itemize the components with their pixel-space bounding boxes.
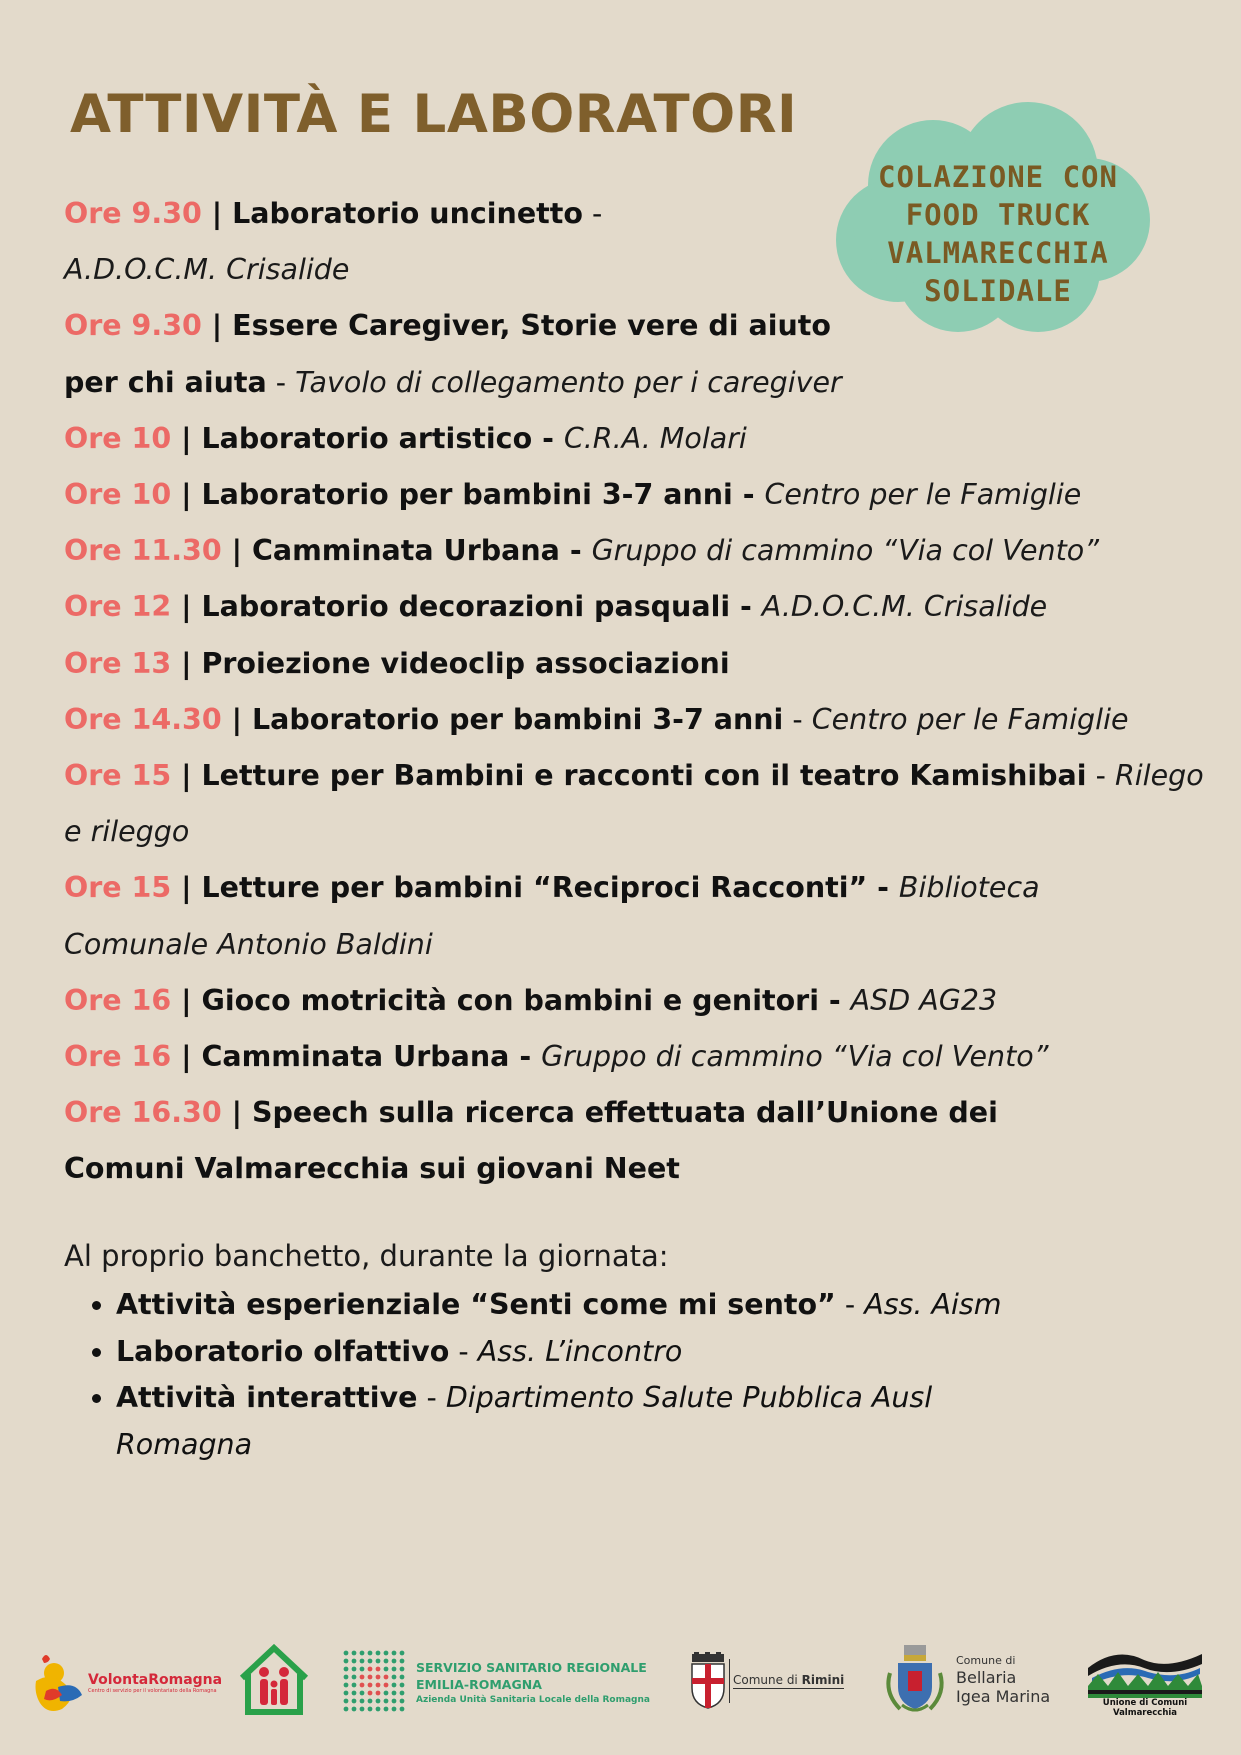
unione-line2: Valmarecchia [1112, 1708, 1178, 1718]
entry-time: Ore 15 [64, 871, 172, 905]
entry-time: Ore 9.30 [64, 309, 202, 343]
ssr-line2: EMILIA-ROMAGNA [416, 1677, 542, 1692]
bellaria-line3: Igea Marina [956, 1687, 1051, 1706]
logo-comune-rimini [690, 1650, 850, 1712]
stall-item [116, 1282, 1076, 1329]
logo-comune-bellaria [880, 1642, 1060, 1718]
valmarecchia-landscape-icon [1088, 1646, 1202, 1698]
entry-title: | Laboratorio per bambini 3-7 anni [221, 702, 784, 736]
schedule-entry [64, 636, 1214, 692]
entry-organizer: A.D.O.C.M. Crisalide [64, 253, 350, 287]
entry-separator: - [583, 197, 603, 230]
entry-separator: - [1086, 759, 1115, 793]
logo-ssr-emilia-romagna [342, 1648, 662, 1718]
stall-organizer: Ass. Aism [864, 1288, 1002, 1321]
entry-separator: - [266, 365, 296, 399]
rimini-prefix: Comune di [733, 1673, 802, 1687]
stalls-list [64, 1282, 1076, 1468]
page-title: ATTIVITÀ E LABORATORI [70, 84, 798, 145]
ssr-dots-icon [342, 1649, 410, 1717]
stall-separator: - [417, 1381, 446, 1414]
schedule-entry [64, 692, 1214, 748]
entry-time: Ore 11.30 [64, 534, 222, 568]
stall-separator: - [449, 1334, 478, 1368]
schedule-entry [64, 973, 1214, 1029]
entry-time: Ore 12 [64, 590, 172, 624]
entry-time: Ore 13 [64, 646, 172, 680]
stall-organizer: Dipartimento Salute Pubblica Ausl Romagna [116, 1381, 933, 1461]
entry-organizer: Biblioteca Comunale Antonio Baldini [64, 871, 1040, 961]
cloud-line: COLAZIONE CON [878, 160, 1118, 194]
stall-title: Attività esperienziale “Senti come mi sento” [116, 1288, 836, 1321]
stall-item [116, 1329, 1076, 1376]
entry-title: | Essere Caregiver, Storie vere di aiuto per chi aiuta [64, 309, 831, 399]
schedule-entry [64, 523, 1214, 579]
entry-title: | Letture per Bambini e racconti con il teatro Kamishibai [171, 759, 1087, 793]
house-people-icon [238, 1644, 310, 1716]
schedule-entry [64, 1085, 1124, 1197]
schedule-entry [64, 860, 1044, 972]
sponsor-logos [0, 1640, 1241, 1720]
bellaria-line2: Bellaria [956, 1668, 1017, 1687]
entry-organizer: Gruppo di cammino “Via col Vento” [541, 1040, 1049, 1074]
entry-time: Ore 15 [64, 759, 172, 793]
entry-title: | Laboratorio artistico - [171, 421, 564, 455]
entry-organizer: Gruppo di cammino “Via col Vento” [591, 534, 1099, 568]
entry-time: Ore 10 [64, 421, 172, 455]
rimini-crest-icon [690, 1652, 726, 1710]
bellaria-line1: Comune di [956, 1654, 1016, 1667]
volontaromagna-bird-icon [32, 1651, 84, 1715]
volontaromagna-tagline: Centro di servizio per il volontariato della Romagna [88, 1688, 217, 1694]
entry-title: | Camminata Urbana - [221, 534, 592, 568]
rimini-name: Rimini [801, 1673, 845, 1687]
logo-unione-valmarecchia [1086, 1646, 1204, 1720]
entry-organizer: A.D.O.C.M. Crisalide [761, 590, 1048, 624]
entry-title: | Laboratorio uncinetto [201, 197, 583, 230]
schedule-entry [64, 1029, 1214, 1085]
schedule-entry [64, 467, 1214, 523]
schedule-entry [64, 748, 1214, 860]
entry-organizer: Centro per le Famiglie [811, 702, 1129, 736]
ssr-line1: SERVIZIO SANITARIO REGIONALE [416, 1660, 647, 1675]
unione-line1: Unione di Comuni [1102, 1698, 1188, 1708]
entry-title: | Gioco motricità con bambini e genitori - [171, 983, 851, 1017]
entry-time: Ore 16 [64, 1040, 172, 1074]
entry-title: | Letture per bambini “Reciproci Racconti” - [171, 871, 899, 905]
schedule-entry [64, 186, 624, 298]
cloud-line: VALMARECCHIA [887, 236, 1109, 270]
stalls-intro: Al proprio banchetto, durante la giornata: [64, 1239, 669, 1273]
logo-volontaromagna [32, 1648, 232, 1718]
schedule-list [64, 186, 1214, 1198]
entry-organizer: Tavolo di collegamento per i caregiver [295, 365, 842, 399]
entry-title: | Proiezione videoclip associazioni [171, 646, 730, 680]
stall-title: Attività interattive [116, 1381, 418, 1414]
stall-organizer: Ass. L’incontro [477, 1334, 683, 1368]
schedule-entry [64, 579, 1214, 635]
entry-title: | Laboratorio decorazioni pasquali - [171, 590, 762, 624]
ssr-line3: Azienda Unità Sanitaria Locale della Romagna [416, 1695, 650, 1705]
stall-item [116, 1375, 1076, 1468]
bellaria-crest-icon [880, 1643, 950, 1717]
entry-organizer: C.R.A. Molari [563, 421, 747, 455]
entry-time: Ore 16.30 [64, 1096, 222, 1130]
entry-organizer: ASD AG23 [850, 983, 998, 1017]
entry-title: | Laboratorio per bambini 3-7 anni - [171, 478, 765, 512]
schedule-entry [64, 411, 1214, 467]
entry-time: Ore 9.30 [64, 197, 202, 230]
schedule-entry [64, 298, 894, 410]
entry-organizer: Rilego e rileggo [64, 759, 1204, 849]
stall-title: Laboratorio olfattivo [116, 1334, 450, 1368]
logo-house-icon [238, 1644, 310, 1716]
entry-time: Ore 14.30 [64, 702, 222, 736]
entry-organizer: Centro per le Famiglie [764, 478, 1082, 512]
entry-time: Ore 10 [64, 478, 172, 512]
stall-separator: - [835, 1288, 865, 1321]
entry-title: | Speech sulla ricerca effettuata dall’Unione dei Comuni Valmarecchia sui giovani Neet [64, 1096, 998, 1186]
cloud-line: FOOD TRUCK [905, 198, 1091, 232]
entry-separator: - [783, 702, 812, 736]
volontaromagna-name: VolontaRomagna [88, 1672, 223, 1688]
cloud-line: SOLIDALE [924, 274, 1072, 308]
entry-time: Ore 16 [64, 983, 172, 1017]
entry-title: | Camminata Urbana - [171, 1040, 542, 1074]
